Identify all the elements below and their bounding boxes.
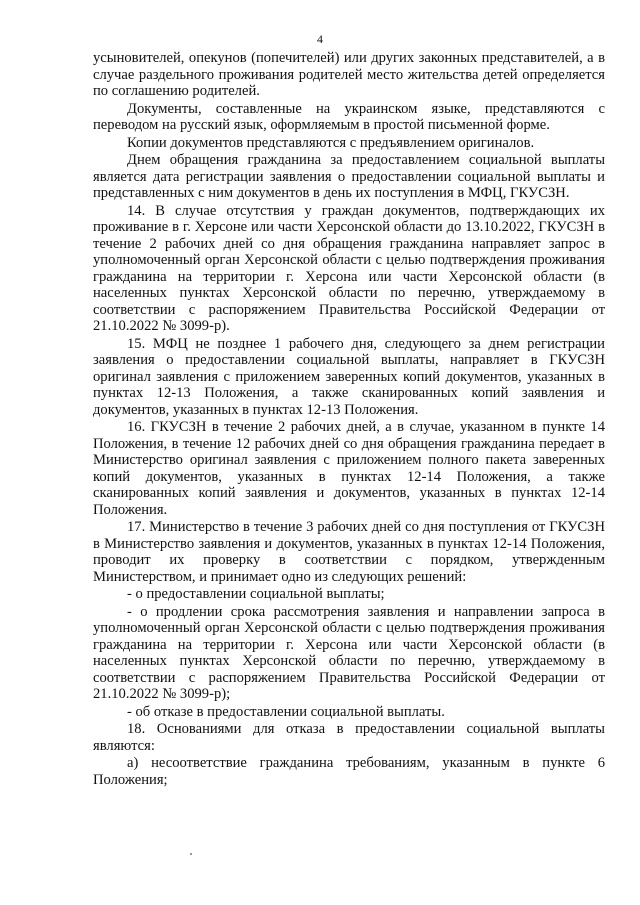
- paragraph-application-date: Днем обращения гражданина за предоставлением социальной выплаты является дата регистрации заявления о предоставлении социальной выплаты и представленных с ним документов в день их поступления в МФЦ, ГКУСЗН.: [93, 152, 605, 201]
- paragraph-item-16: 16. ГКУСЗН в течение 2 рабочих дней, а в случае, указанном в пункте 14 Положения, в течение 12 рабочих дней со дня обращения гражданина передает в Министерство оригинал заявления с приложением полного пакета заверенных копий документов, указанных в пунктах 12-14 Положения, а также сканированных копий заявления и документов, указанных в пунктах 12-14 Положения.: [93, 419, 605, 518]
- paragraph-item-18: 18. Основаниями для отказа в предоставлении социальной выплаты являются:: [93, 721, 605, 754]
- page-number: 4: [317, 32, 323, 46]
- paragraph-ukrainian-documents: Документы, составленные на украинском языке, представляются с переводом на русский язык, оформляемым в простой письменной форме.: [93, 100, 605, 133]
- list-item-extension: - о продлении срока рассмотрения заявления и направлении запроса в уполномоченный орган Херсонской области с целью подтверждения проживания гражданина на территории г. Херсона или части Херсонской области (в населенных пунктах Херсонской области по перечню, утверждаемому в соответствии с распоряжением Правительства Российской Федерации от 21.10.2022 № 3099-р);: [93, 603, 605, 702]
- paragraph-item-17: 17. Министерство в течение 3 рабочих дней со дня поступления от ГКУСЗН в Министерство заявления и документов, указанных в пунктах 12-14 Положения, проводит их проверку в соответствии с порядком, утвержденным Министерством, и принимает одно из следующих решений:: [93, 519, 605, 585]
- list-item-grant: - о предоставлении социальной выплаты;: [127, 586, 385, 602]
- paragraph-item-14: 14. В случае отсутствия у граждан документов, подтверждающих их проживание в г. Херсоне или части Херсонской области до 13.10.2022, ГКУСЗН в течение 2 рабочих дней со дня обращения гражданина направляет запрос в уполномоченный орган Херсонской области с целью подтверждения проживания гражданина на территории г. Херсона или части Херсонской области (в населенных пунктах Херсонской области по перечню, утверждаемому в соответствии с распоряжением Правительства Российской Федерации от 21.10.2022 № 3099-р).: [93, 202, 605, 334]
- paragraph-item-15: 15. МФЦ не позднее 1 рабочего дня, следующего за днем регистрации заявления о предоставлении социальной выплаты, направляет в ГКУСЗН оригинал заявления с приложением заверенных копий документов, указанных в пунктах 12-13 Положения, а также сканированных копий заявления и документов, указанных в пунктах 12-13 Положения.: [93, 335, 605, 418]
- document-body: [93, 50, 605, 788]
- paragraph-copies: Копии документов представляются с предъявлением оригиналов.: [127, 134, 535, 151]
- list-item-a: а) несоответствие гражданина требованиям, указанным в пункте 6 Положения;: [93, 755, 605, 788]
- scan-speck: [190, 853, 192, 855]
- paragraph-guardians: усыновителей, опекунов (попечителей) или других законных представителей, а в случае раздельного проживания родителей место жительства детей определяется по соглашению родителей.: [93, 50, 605, 99]
- list-item-refusal: - об отказе в предоставлении социальной выплаты.: [127, 703, 445, 720]
